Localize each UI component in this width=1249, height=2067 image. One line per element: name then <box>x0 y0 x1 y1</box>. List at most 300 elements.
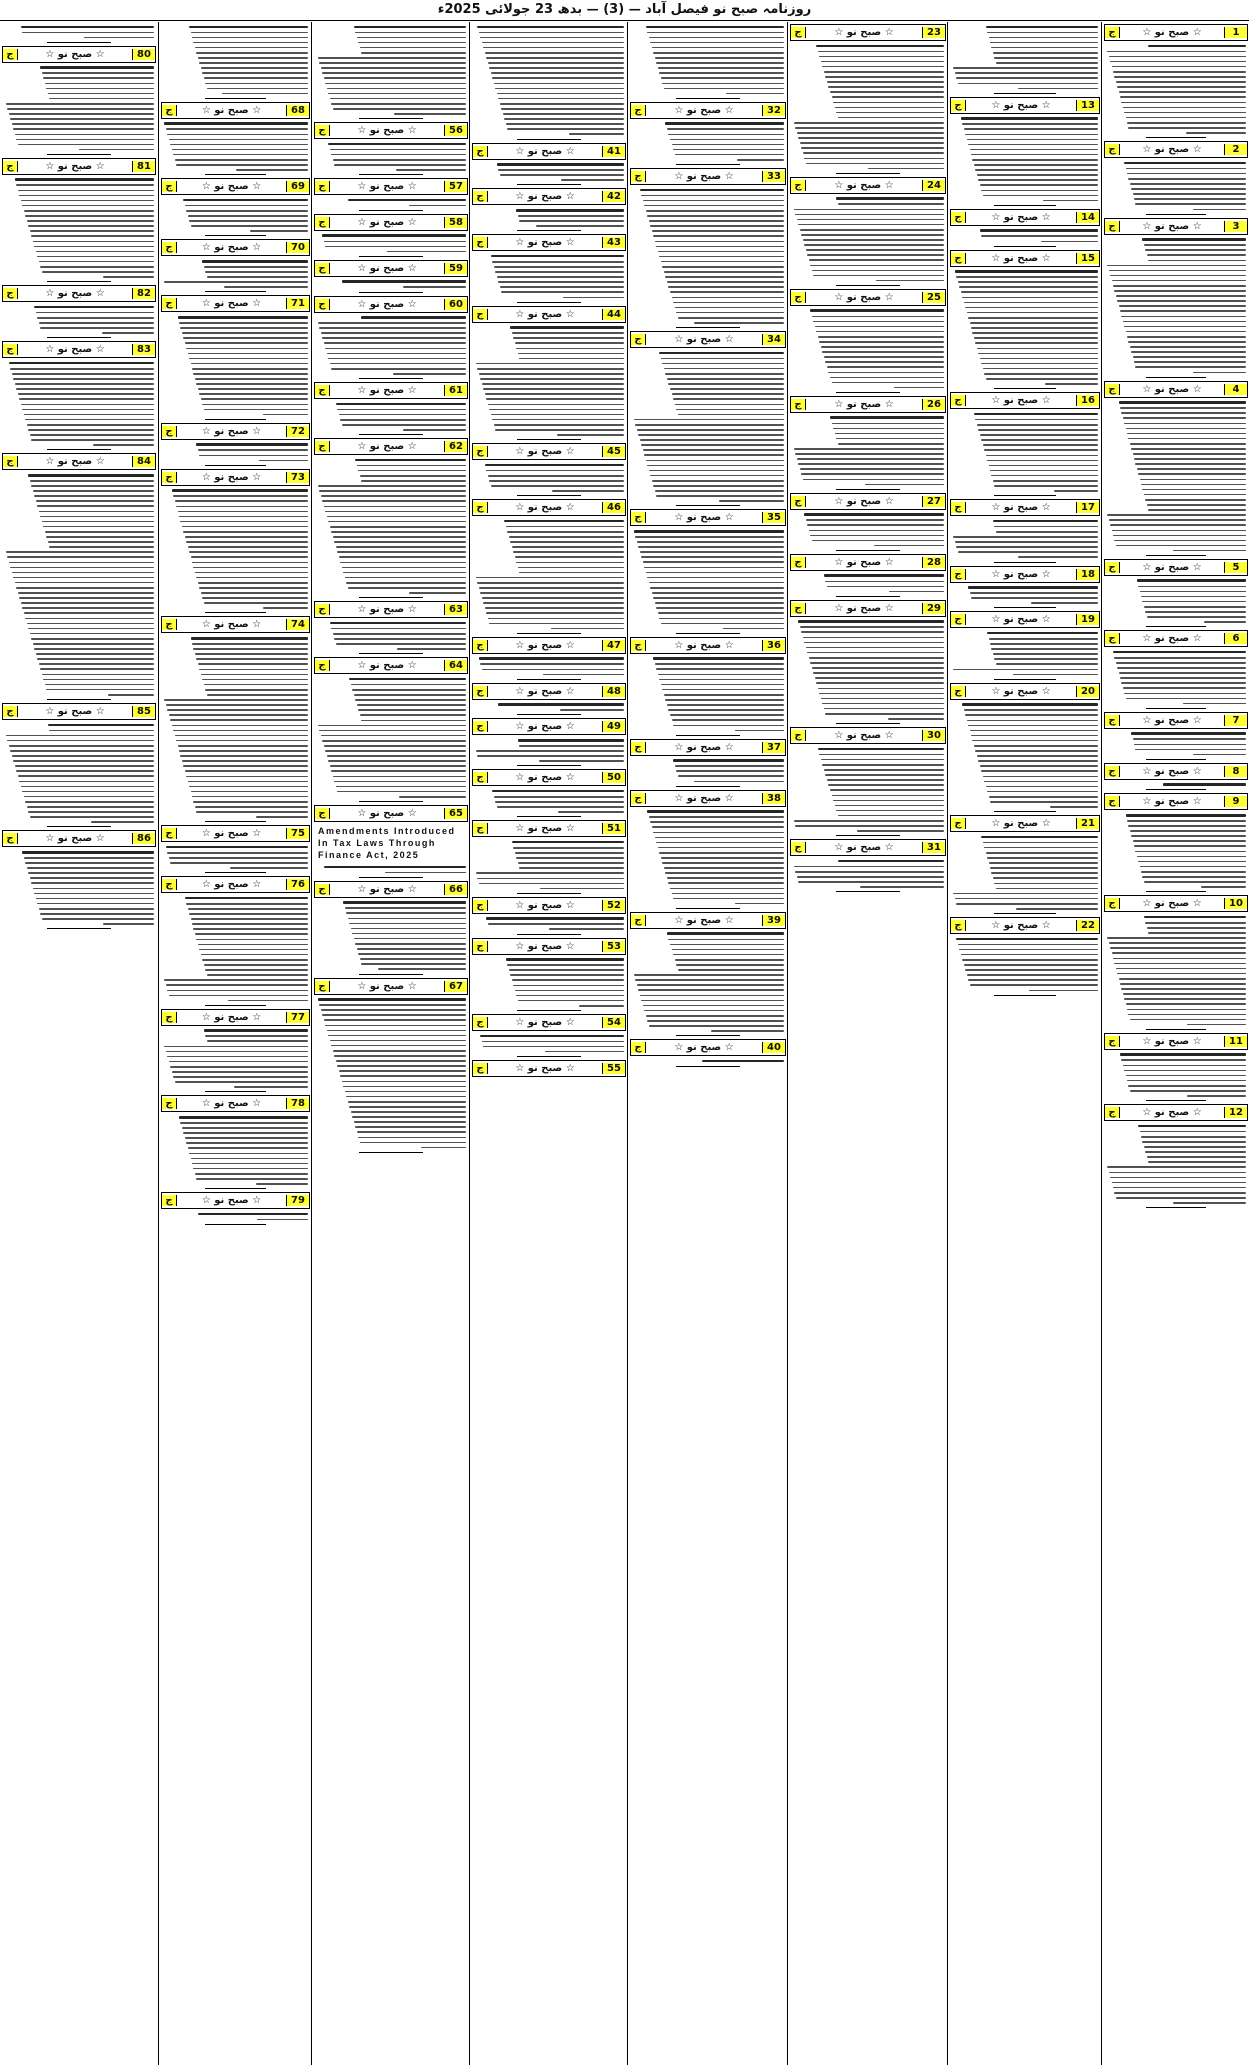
notice-divider <box>359 210 422 211</box>
notice-divider <box>994 246 1056 247</box>
notice-body-text <box>948 586 1102 604</box>
paper-logo-icon: ج <box>791 399 806 410</box>
notice-body-text <box>470 326 628 436</box>
notice-brand: ☆ صبح نو ☆ <box>1142 765 1202 777</box>
notice-header <box>790 600 946 617</box>
paper-logo-icon: ج <box>791 292 806 303</box>
notice-header <box>161 178 310 195</box>
notice-header <box>2 341 156 358</box>
paper-logo-icon: ج <box>631 334 646 345</box>
paper-logo-icon: ج <box>3 288 18 299</box>
notice-header <box>950 815 1100 832</box>
notice-header <box>2 703 156 720</box>
notice-divider <box>994 205 1056 206</box>
notice-divider <box>47 337 110 338</box>
notice-body-text <box>1102 783 1249 786</box>
notice-header <box>1104 24 1248 41</box>
notice-body-text <box>948 117 1102 201</box>
notice-header <box>950 683 1100 700</box>
notice-divider <box>836 285 900 286</box>
column-6 <box>311 22 470 2065</box>
notice-brand: ☆ صبح نو ☆ <box>201 1098 262 1110</box>
notice-number: 58 <box>444 217 467 228</box>
notice-item <box>628 790 788 909</box>
notice-item <box>0 26 158 43</box>
english-notice-text: Amendments Introduced In Tax Laws Through Finance Act, 2025 <box>318 826 456 861</box>
notice-item <box>948 250 1102 390</box>
notice-header <box>314 122 468 139</box>
notice-header <box>790 177 946 194</box>
notice-header <box>472 188 626 205</box>
notice-brand: ☆ صبح نو ☆ <box>45 456 105 468</box>
notice-brand: ☆ صبح نو ☆ <box>834 495 894 507</box>
notice-divider <box>205 1188 266 1189</box>
notice-divider <box>359 292 422 293</box>
paper-logo-icon: ج <box>951 614 966 625</box>
notice-brand: ☆ صبح نو ☆ <box>834 602 894 614</box>
notice-divider <box>47 826 110 827</box>
notice-number: 74 <box>286 619 309 630</box>
notice-number: 37 <box>762 742 785 753</box>
notice-number: 22 <box>1076 920 1099 931</box>
notice-header <box>630 739 786 756</box>
paper-logo-icon: ج <box>473 237 488 248</box>
notice-brand: ☆ صبح نو ☆ <box>201 1011 262 1023</box>
notice-header <box>472 143 626 160</box>
notice-number: 31 <box>922 842 945 853</box>
notice-brand: ☆ صبح نو ☆ <box>674 639 734 651</box>
notice-number: 24 <box>922 180 945 191</box>
notice-brand: ☆ صبح نو ☆ <box>201 828 262 840</box>
notice-item <box>1102 712 1249 760</box>
notice-header <box>630 912 786 929</box>
paper-logo-icon: ج <box>951 100 966 111</box>
paper-logo-icon: ج <box>631 915 646 926</box>
notice-item <box>628 102 788 165</box>
notice-body-text <box>788 620 948 719</box>
notice-item <box>0 703 158 827</box>
notice-number: 7 <box>1224 715 1247 726</box>
notice-number: 81 <box>132 161 155 172</box>
notice-number: 83 <box>132 344 155 355</box>
notice-number: 42 <box>602 191 625 202</box>
notice-item <box>948 26 1102 94</box>
notice-number: 35 <box>762 512 785 523</box>
notice-number: 23 <box>922 27 945 38</box>
notice-body-text <box>1102 579 1249 622</box>
notice-body-text <box>159 1116 312 1185</box>
paper-logo-icon: ج <box>162 1195 177 1206</box>
notice-body-text <box>159 637 312 818</box>
notice-item <box>0 453 158 700</box>
paper-logo-icon: ج <box>631 171 646 182</box>
notice-body-text <box>312 998 470 1148</box>
notice-divider <box>205 821 266 822</box>
paper-logo-icon: ج <box>315 808 330 819</box>
notice-brand: ☆ صبح نو ☆ <box>45 48 105 60</box>
notice-item <box>628 637 788 736</box>
notice-brand: ☆ صبح نو ☆ <box>991 685 1051 697</box>
notice-number: 3 <box>1224 221 1247 232</box>
notice-header <box>472 897 626 914</box>
notice-number: 38 <box>762 793 785 804</box>
column-2 <box>947 22 1102 2065</box>
notice-number: 53 <box>602 941 625 952</box>
paper-logo-icon: ج <box>473 309 488 320</box>
notice-brand: ☆ صبح نو ☆ <box>1142 144 1202 156</box>
notice-item <box>1102 1104 1249 1208</box>
notice-divider <box>676 1066 740 1067</box>
notice-number: 19 <box>1076 614 1099 625</box>
notice-body-text <box>1102 162 1249 210</box>
paper-logo-icon: ج <box>1105 633 1120 644</box>
notice-header <box>1104 559 1248 576</box>
notice-body-text <box>312 459 470 594</box>
notice-header <box>1104 793 1248 810</box>
notice-divider <box>994 995 1056 996</box>
notice-item <box>0 341 158 450</box>
paper-logo-icon: ج <box>1105 27 1120 38</box>
notice-brand: ☆ صبح نو ☆ <box>515 1062 575 1074</box>
notice-brand: ☆ صبح نو ☆ <box>45 160 105 172</box>
paper-logo-icon: ج <box>951 212 966 223</box>
notice-body-text <box>312 26 470 115</box>
notice-item <box>470 143 628 186</box>
notice-body-text <box>159 443 312 461</box>
notice-item <box>159 102 312 175</box>
notice-body-text <box>0 851 158 925</box>
paper-logo-icon: ج <box>162 828 177 839</box>
notice-divider <box>205 1091 266 1092</box>
paper-logo-icon: ج <box>1105 715 1120 726</box>
notice-body-text <box>1102 1053 1249 1096</box>
paper-logo-icon: ج <box>951 253 966 264</box>
paper-logo-icon: ج <box>951 395 966 406</box>
paper-logo-icon: ج <box>473 772 488 783</box>
notice-header <box>2 830 156 847</box>
notice-brand: ☆ صبح نو ☆ <box>1142 27 1202 38</box>
notice-body-text <box>1102 651 1249 705</box>
notice-body-text <box>948 270 1102 385</box>
notice-header <box>630 331 786 348</box>
notice-brand: ☆ صبح نو ☆ <box>834 179 894 191</box>
paper-logo-icon: ج <box>473 146 488 157</box>
notice-number: 40 <box>762 1042 785 1053</box>
notice-item <box>948 683 1102 812</box>
notice-item <box>948 611 1102 679</box>
notice-number: 75 <box>286 828 309 839</box>
notice-item <box>628 1039 788 1067</box>
notice-number: 51 <box>602 823 625 834</box>
notice-item <box>1102 1033 1249 1101</box>
notice-header <box>1104 1033 1248 1050</box>
notice-item <box>948 499 1102 562</box>
notice-brand: ☆ صبح نو ☆ <box>357 808 417 820</box>
notice-body-text <box>312 622 470 650</box>
notice-number: 16 <box>1076 395 1099 406</box>
paper-logo-icon: ج <box>1105 766 1120 777</box>
notice-brand: ☆ صبح نو ☆ <box>45 288 105 300</box>
notice-number: 21 <box>1076 818 1099 829</box>
column-7 <box>158 22 312 2065</box>
notice-number: 57 <box>444 181 467 192</box>
notice-divider <box>359 378 422 379</box>
notice-number: 71 <box>286 298 309 309</box>
notice-divider <box>994 495 1056 496</box>
notice-divider <box>205 291 266 292</box>
notice-body-text <box>470 209 628 227</box>
paper-logo-icon: ج <box>473 446 488 457</box>
notice-item <box>1102 24 1249 138</box>
notice-item <box>1102 381 1249 556</box>
paper-logo-icon: ج <box>3 344 18 355</box>
notice-brand: ☆ صبح نو ☆ <box>1142 796 1202 808</box>
notice-body-text <box>628 189 788 324</box>
notice-body-text <box>628 1060 788 1063</box>
notice-item <box>312 178 470 211</box>
notice-number: 25 <box>922 292 945 303</box>
notice-divider <box>47 42 110 43</box>
notice-item <box>312 214 470 257</box>
notice-brand: ☆ صبح نو ☆ <box>1142 898 1202 910</box>
paper-logo-icon: ج <box>473 191 488 202</box>
notice-body-text <box>159 199 312 232</box>
notice-body-text <box>0 26 158 39</box>
notice-brand: ☆ صبح نو ☆ <box>1142 383 1202 395</box>
notice-divider <box>47 154 110 155</box>
notice-brand: ☆ صبح نو ☆ <box>201 471 262 483</box>
notice-body-text <box>948 632 1102 675</box>
notice-item <box>0 158 158 282</box>
notice-number: 55 <box>602 1063 625 1074</box>
notice-brand: ☆ صبح نو ☆ <box>991 614 1051 626</box>
notice-header <box>472 1014 626 1031</box>
notice-body-text <box>948 26 1102 90</box>
paper-logo-icon: ج <box>162 1012 177 1023</box>
notice-number: 14 <box>1076 212 1099 223</box>
notice-number: 10 <box>1224 898 1247 909</box>
notice-item <box>312 978 470 1153</box>
notice-item <box>788 600 948 724</box>
notice-brand: ☆ صبح نو ☆ <box>834 291 894 303</box>
notice-number: 18 <box>1076 569 1099 580</box>
notice-header <box>161 295 310 312</box>
notice-number: 27 <box>922 496 945 507</box>
notice-item <box>159 825 312 873</box>
paper-logo-icon: ج <box>791 557 806 568</box>
notice-body-text <box>470 739 628 762</box>
notice-number: 48 <box>602 686 625 697</box>
notice-header <box>630 509 786 526</box>
page-number: (3) <box>603 2 625 17</box>
notice-body-text <box>628 530 788 629</box>
notice-number: 33 <box>762 171 785 182</box>
paper-logo-icon: ج <box>1105 898 1120 909</box>
notice-divider <box>205 1224 266 1225</box>
notice-divider <box>1146 789 1205 790</box>
notice-item <box>948 97 1102 206</box>
notice-divider <box>47 699 110 700</box>
notice-divider <box>517 765 580 766</box>
notice-divider <box>1146 137 1205 138</box>
notice-body-text <box>1102 732 1249 755</box>
notice-header <box>1104 218 1248 235</box>
notice-brand: ☆ صبح نو ☆ <box>45 706 105 718</box>
notice-brand: ☆ صبح نو ☆ <box>357 298 417 310</box>
notice-header <box>472 1060 626 1077</box>
notice-body-text <box>159 260 312 288</box>
notice-header <box>630 790 786 807</box>
notice-item <box>470 1060 628 1077</box>
notice-body-text <box>159 316 312 415</box>
notice-brand: ☆ صبح نو ☆ <box>1142 561 1202 573</box>
notice-item <box>628 168 788 328</box>
notice-number: 76 <box>286 879 309 890</box>
notice-number: 52 <box>602 900 625 911</box>
notice-body-text <box>948 703 1102 807</box>
column-5 <box>469 22 628 2065</box>
notice-body-text <box>159 897 312 1001</box>
notice-item <box>470 1014 628 1057</box>
notice-divider <box>517 893 580 894</box>
notice-header <box>950 392 1100 409</box>
notice-number: 45 <box>602 446 625 457</box>
notice-header <box>314 805 468 822</box>
notice-body-text <box>159 122 312 170</box>
notice-divider <box>676 98 740 99</box>
notice-body-text <box>1102 916 1249 1026</box>
notice-divider <box>517 302 580 303</box>
notice-divider <box>517 139 580 140</box>
notice-brand: ☆ صبح نو ☆ <box>201 181 262 193</box>
notice-brand: ☆ صبح نو ☆ <box>515 772 575 784</box>
notice-header <box>2 158 156 175</box>
notice-header <box>950 566 1100 583</box>
notice-divider <box>1146 759 1205 760</box>
notice-divider <box>1146 626 1205 627</box>
notice-header <box>630 1039 786 1056</box>
notice-header <box>950 250 1100 267</box>
notice-divider <box>836 596 900 597</box>
notice-header <box>161 616 310 633</box>
notice-item <box>788 177 948 286</box>
notice-number: 63 <box>444 604 467 615</box>
notice-brand: ☆ صبح نو ☆ <box>674 104 734 116</box>
notice-item <box>159 876 312 1005</box>
notice-body-text <box>788 513 948 546</box>
paper-logo-icon: ج <box>315 660 330 671</box>
notice-header <box>314 881 468 898</box>
notice-header <box>472 718 626 735</box>
notice-item <box>159 26 312 99</box>
notice-item <box>159 1095 312 1189</box>
notice-item <box>628 26 788 99</box>
notice-header <box>161 876 310 893</box>
notice-body-text <box>470 255 628 298</box>
notice-number: 70 <box>286 242 309 253</box>
notice-brand: ☆ صبح نو ☆ <box>674 334 734 346</box>
notice-body-text <box>948 836 1102 910</box>
notice-item <box>470 443 628 496</box>
notice-item <box>948 917 1102 996</box>
notice-header <box>630 102 786 119</box>
paper-logo-icon: ج <box>631 793 646 804</box>
notice-divider <box>676 786 740 787</box>
column-8 <box>0 22 158 2065</box>
notice-divider <box>517 633 580 634</box>
notice-divider <box>517 495 580 496</box>
notice-divider <box>836 392 900 393</box>
paper-logo-icon: ج <box>1105 1036 1120 1047</box>
notice-header <box>314 260 468 277</box>
notice-divider <box>994 679 1056 680</box>
notice-number: 1 <box>1224 27 1247 38</box>
notice-body-text <box>948 520 1102 558</box>
paper-logo-icon: ج <box>473 823 488 834</box>
notice-brand: ☆ صبح نو ☆ <box>834 842 894 854</box>
notice-header <box>314 296 468 313</box>
paper-logo-icon: ج <box>162 181 177 192</box>
notice-body-text <box>628 26 788 95</box>
notice-brand: ☆ صبح نو ☆ <box>515 940 575 952</box>
notice-item <box>788 24 948 174</box>
notice-number: 62 <box>444 441 467 452</box>
notice-divider <box>205 98 266 99</box>
notice-number: 66 <box>444 884 467 895</box>
notice-divider <box>517 230 580 231</box>
notice-body-text <box>788 860 948 888</box>
paper-logo-icon: ج <box>473 721 488 732</box>
notice-item <box>312 601 470 654</box>
notice-divider <box>359 174 422 175</box>
paper-logo-icon: ج <box>951 920 966 931</box>
notice-body-text <box>312 866 470 874</box>
notice-number: 56 <box>444 125 467 136</box>
notice-item <box>470 769 628 817</box>
notice-header <box>161 825 310 842</box>
notice-number: 30 <box>922 730 945 741</box>
notice-item <box>948 392 1102 496</box>
notice-divider <box>47 449 110 450</box>
notice-header <box>1104 895 1248 912</box>
paper-logo-icon: ج <box>951 818 966 829</box>
notice-item <box>312 122 470 175</box>
notice-divider <box>676 327 740 328</box>
notice-header <box>790 24 946 41</box>
notice-header <box>790 289 946 306</box>
paper-logo-icon: ج <box>315 217 330 228</box>
notice-brand: ☆ صبح نو ☆ <box>674 1042 734 1054</box>
notice-brand: ☆ صبح نو ☆ <box>357 385 417 397</box>
notice-divider <box>836 723 900 724</box>
notice-divider <box>676 164 740 165</box>
notice-body-text <box>0 178 158 277</box>
paper-logo-icon: ج <box>3 706 18 717</box>
notice-number: 36 <box>762 640 785 651</box>
notice-body-text <box>788 45 948 170</box>
paper-logo-icon: ج <box>791 180 806 191</box>
paper-logo-icon: ج <box>951 569 966 580</box>
notice-divider <box>359 653 422 654</box>
notice-header <box>161 239 310 256</box>
paper-logo-icon: ج <box>3 161 18 172</box>
paper-logo-icon: ج <box>315 299 330 310</box>
notice-brand: ☆ صبح نو ☆ <box>357 883 417 895</box>
notice-brand: ☆ صبح نو ☆ <box>515 446 575 458</box>
paper-logo-icon: ج <box>315 181 330 192</box>
notice-brand: ☆ صبح نو ☆ <box>674 512 734 524</box>
notice-item <box>948 209 1102 247</box>
